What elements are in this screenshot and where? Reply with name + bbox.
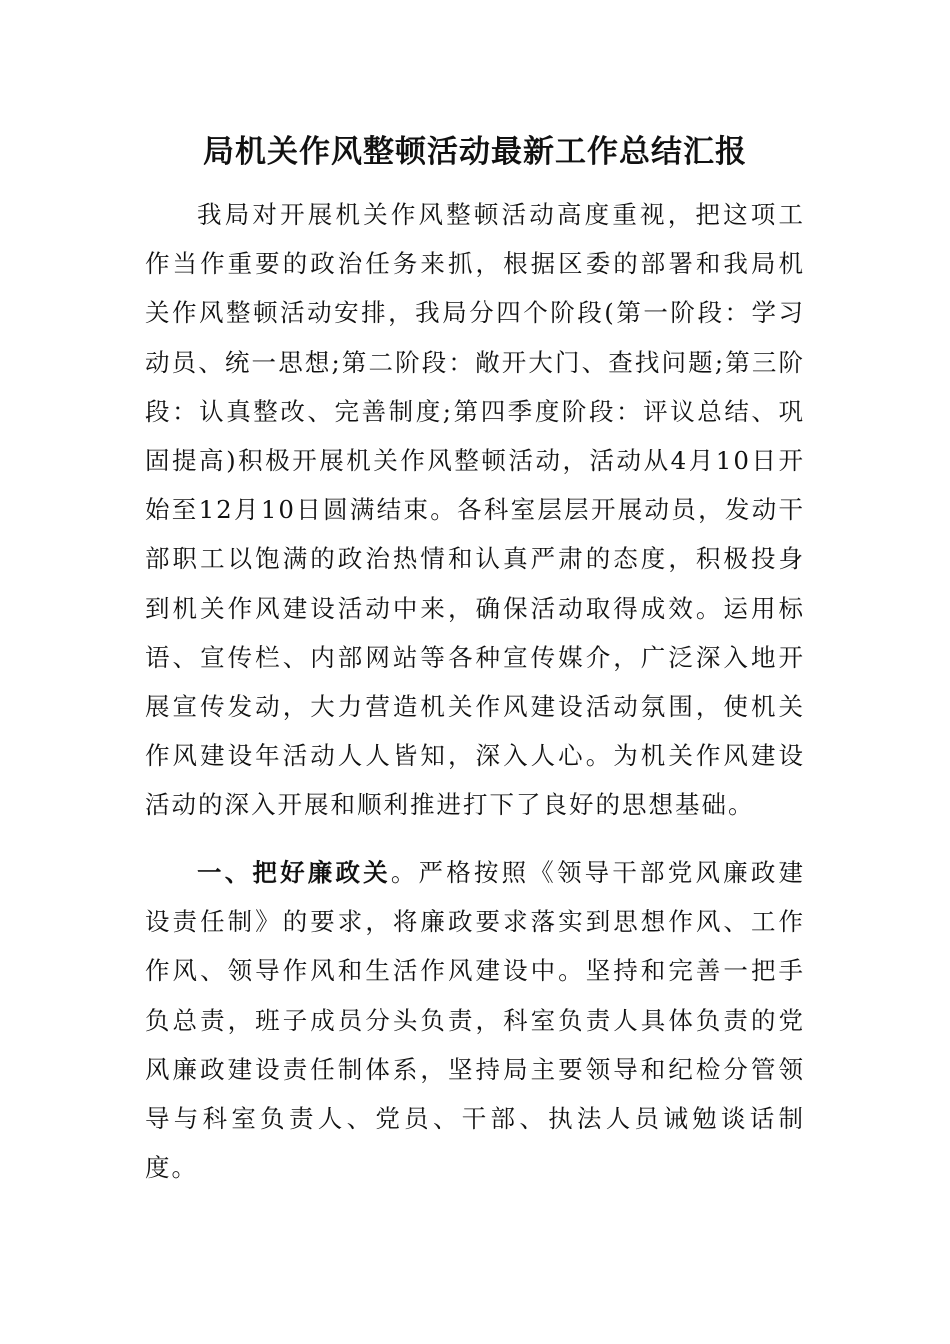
section-one-paragraph xyxy=(145,848,805,1192)
intro-paragraph: 我局对开展机关作风整顿活动高度重视，把这项工作当作重要的政治任务来抓，根据区委的部署和我局机关作风整顿活动安排，我局分四个阶段(第一阶段：学习动员、统一思想;第二阶段：敞开大门、查找问题;第三阶段：认真整改、完善制度;第四季度阶段：评议总结、巩固提高)积极开展机关作风整顿活动，活动从4月10日开始至12月10日圆满结束。各科室层层开展动员，发动干部职工以饱满的政治热情和认真严肃的态度，积极投身到机关作风建设活动中来，确保活动取得成效。运用标语、宣传栏、内部网站等各种宣传媒介，广泛深入地开展宣传发动，大力营造机关作风建设活动氛围，使机关作风建设年活动人人皆知，深入人心。为机关作风建设活动的深入开展和顺利推进打下了良好的思想基础。 xyxy=(145,200,805,820)
document-title: 局机关作风整顿活动最新工作总结汇报 xyxy=(203,134,747,170)
section-one-text: 。严格按照《领导干部党风廉政建设责任制》的要求，将廉政要求落实到思想作风、工作作风、领导作风和生活作风建设中。坚持和完善一把手负总责，班子成员分头负责，科室负责人具体负责的党风廉政建设责任制体系，坚持局主要领导和纪检分管领导与科室负责人、党员、干部、执法人员诫勉谈话制度。 xyxy=(145,858,806,1183)
section-one-heading: 一、把好廉政关 xyxy=(197,858,391,887)
